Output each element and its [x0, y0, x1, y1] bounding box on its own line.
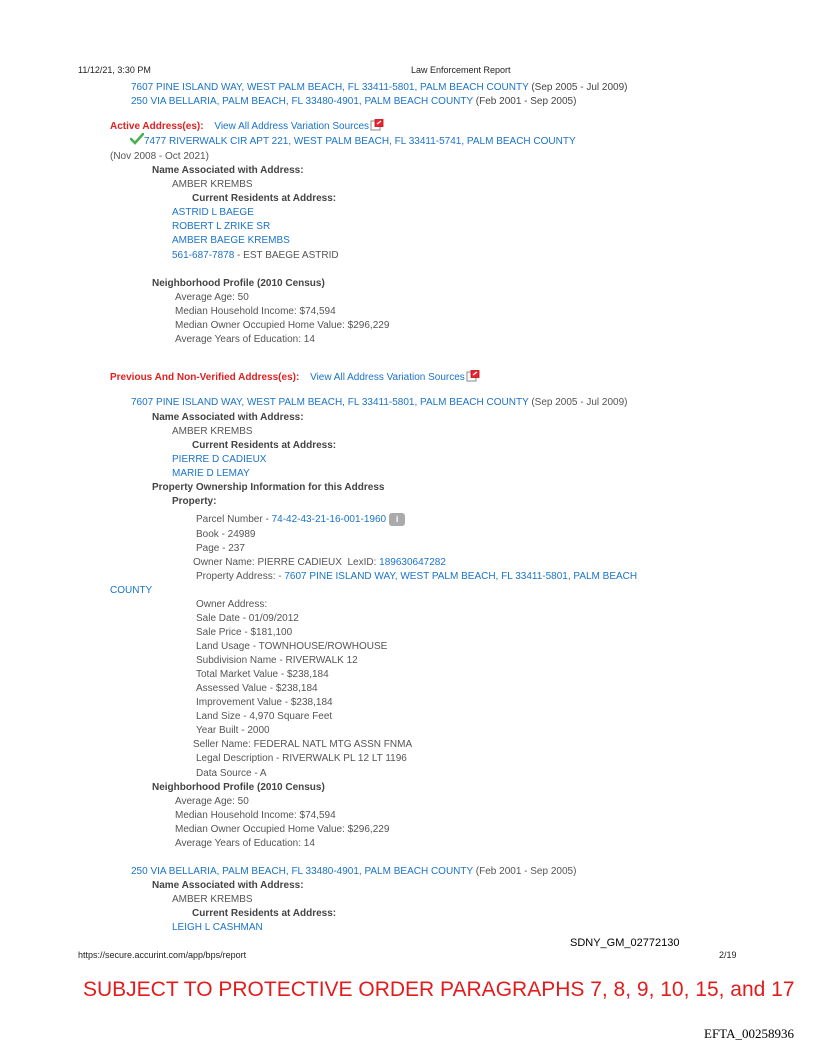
info-icon[interactable]: i [389, 513, 405, 526]
property-label: Property: [172, 496, 217, 507]
property-detail: Improvement Value - $238,184 [196, 697, 333, 708]
neighborhood-stat: Median Household Income: $74,594 [175, 306, 336, 317]
associated-name: AMBER KREMBS [172, 894, 253, 905]
neighborhood-stat: Median Owner Occupied Home Value: $296,229 [175, 320, 390, 331]
phone-row [172, 250, 339, 262]
property-detail: Sale Date - 01/09/2012 [196, 613, 299, 624]
property-detail: Sale Price - $181,100 [196, 627, 293, 638]
active-address-header [110, 119, 384, 133]
associated-name: AMBER KREMBS [172, 179, 253, 190]
property-detail: Legal Description - RIVERWALK PL 12 LT 1196 [196, 753, 407, 764]
parcel-label: Parcel Number - [196, 514, 272, 525]
address-dates: (Feb 2001 - Sep 2005) [473, 866, 577, 877]
property-detail: Year Built - 2000 [196, 725, 270, 736]
property-address-label: Property Address: [196, 571, 279, 582]
resident-link[interactable]: MARIE D LEMAY [172, 468, 250, 479]
page-title: Law Enforcement Report [411, 65, 511, 75]
phone-owner: - EST BAEGE ASTRID [234, 250, 339, 261]
resident-link[interactable]: PIERRE D CADIEUX [172, 454, 267, 465]
page-indicator: 2/19 [719, 950, 737, 960]
verified-check-icon [130, 133, 144, 145]
neighborhood-profile-label: Neighborhood Profile (2010 Census) [152, 782, 325, 793]
owner-name: Owner Name: PIERRE CADIEUX LexID: [193, 557, 380, 568]
report-url: https://secure.accurint.com/app/bps/report [78, 950, 247, 960]
external-sources-icon[interactable] [370, 119, 384, 131]
property-detail: Owner Address: [196, 599, 268, 610]
previous-address-header [110, 370, 480, 384]
neighborhood-stat: Median Household Income: $74,594 [175, 810, 336, 821]
name-associated-label: Name Associated with Address: [152, 412, 304, 423]
address-link[interactable]: 250 VIA BELLARIA, PALM BEACH, FL 33480-4901, PALM BEACH COUNTY [131, 96, 474, 107]
previous-address-row [131, 866, 576, 878]
neighborhood-stat: Median Owner Occupied Home Value: $296,229 [175, 824, 390, 835]
bates-number: SDNY_GM_02772130 [570, 937, 680, 949]
property-detail: Land Usage - TOWNHOUSE/ROWHOUSE [196, 641, 388, 652]
current-residents-label: Current Residents at Address: [192, 440, 337, 451]
resident-link[interactable]: ROBERT L ZRIKE SR [172, 221, 271, 232]
neighborhood-profile-label: Neighborhood Profile (2010 Census) [152, 278, 325, 289]
property-detail: Seller Name: FEDERAL NATL MTG ASSN FNMA [193, 739, 413, 750]
print-datetime: 11/12/21, 3:30 PM [78, 65, 151, 75]
property-address-row [196, 571, 637, 583]
active-address-row [130, 133, 576, 148]
previous-address-row [131, 397, 628, 409]
address-link[interactable]: 7607 PINE ISLAND WAY, WEST PALM BEACH, FL 33411-5801, PALM BEACH COUNTY [131, 82, 529, 93]
phone-link[interactable]: 561-687-7878 [172, 250, 235, 261]
book: Book - 24989 [196, 529, 256, 540]
neighborhood-stat: Average Age: 50 [175, 796, 249, 807]
resident-link[interactable]: LEIGH L CASHMAN [172, 922, 263, 933]
property-detail: Land Size - 4,970 Square Feet [196, 711, 333, 722]
property-address-link-continued[interactable]: COUNTY [110, 585, 153, 596]
property-detail: Data Source - A [196, 768, 267, 779]
resident-link[interactable]: AMBER BAEGE KREMBS [172, 235, 290, 246]
property-address-link[interactable]: - 7607 PINE ISLAND WAY, WEST PALM BEACH, FL 33411-5801, PALM BEACH [278, 571, 638, 582]
active-address-heading: Active Address(es): [110, 121, 204, 132]
owner-name-row [193, 557, 446, 569]
current-residents-label: Current Residents at Address: [192, 193, 337, 204]
efta-number: EFTA_00258936 [704, 1026, 794, 1041]
external-sources-icon[interactable] [466, 370, 480, 382]
protective-order-notice: SUBJECT TO PROTECTIVE ORDER PARAGRAPHS 7, 8, 9, 10, 15, and 17 [83, 978, 795, 1001]
neighborhood-stat: Average Years of Education: 14 [175, 838, 315, 849]
property-detail: Assessed Value - $238,184 [196, 683, 318, 694]
current-residents-label: Current Residents at Address: [192, 908, 337, 919]
page-number: Page - 237 [196, 543, 245, 554]
address-link[interactable]: 7607 PINE ISLAND WAY, WEST PALM BEACH, FL 33411-5801, PALM BEACH COUNTY [131, 397, 529, 408]
address-dates: (Nov 2008 - Oct 2021) [110, 151, 209, 162]
address-dates: (Sep 2005 - Jul 2009) [528, 82, 628, 93]
lexid-link[interactable]: 189630647282 [379, 557, 446, 568]
parcel-number-link[interactable]: 74-42-43-21-16-001-1960 [271, 514, 387, 525]
prior-address-row [131, 96, 576, 108]
address-link[interactable]: 250 VIA BELLARIA, PALM BEACH, FL 33480-4901, PALM BEACH COUNTY [131, 866, 474, 877]
resident-link[interactable]: ASTRID L BAEGE [172, 207, 254, 218]
view-address-sources-link[interactable]: View All Address Variation Sources [214, 121, 370, 132]
associated-name: AMBER KREMBS [172, 426, 253, 437]
neighborhood-stat: Average Age: 50 [175, 292, 249, 303]
name-associated-label: Name Associated with Address: [152, 165, 304, 176]
prior-address-row [131, 82, 628, 94]
address-dates: (Sep 2005 - Jul 2009) [528, 397, 628, 408]
property-detail: Total Market Value - $238,184 [196, 669, 329, 680]
name-associated-label: Name Associated with Address: [152, 880, 304, 891]
view-address-sources-link[interactable]: View All Address Variation Sources [310, 372, 465, 383]
address-link[interactable]: 7477 RIVERWALK CIR APT 221, WEST PALM BEACH, FL 33411-5741, PALM BEACH COUNTY [144, 136, 576, 147]
parcel-row [196, 513, 405, 526]
property-detail: Subdivision Name - RIVERWALK 12 [196, 655, 358, 666]
neighborhood-stat: Average Years of Education: 14 [175, 334, 315, 345]
previous-address-heading: Previous And Non-Verified Address(es): [110, 372, 300, 383]
property-ownership-label: Property Ownership Information for this Address [152, 482, 385, 493]
address-dates: (Feb 2001 - Sep 2005) [473, 96, 577, 107]
